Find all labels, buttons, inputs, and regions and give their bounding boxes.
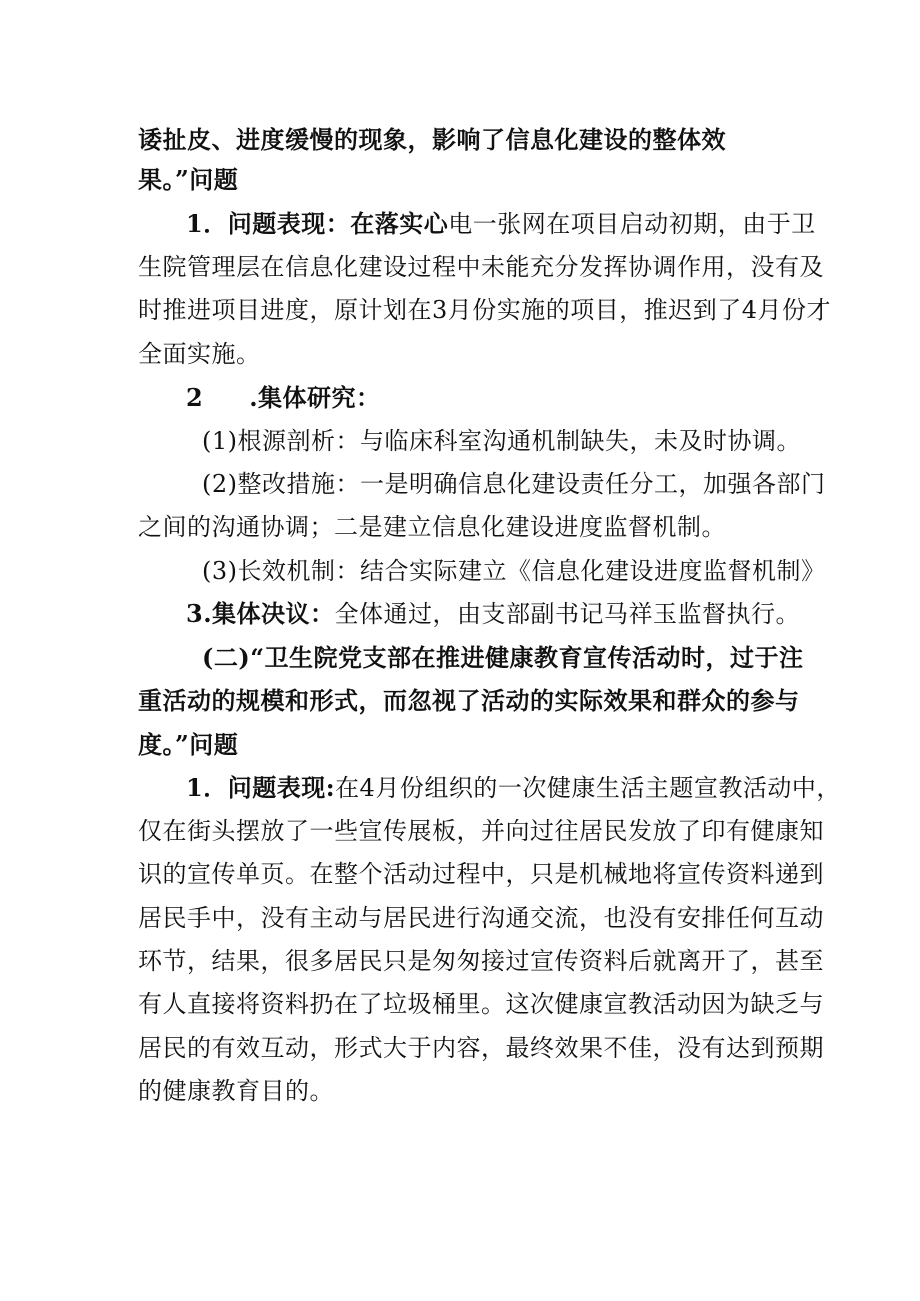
paragraph-line	[186, 771, 841, 805]
item-label: 1．问题表现:	[186, 773, 336, 802]
paragraph-line: 时推进项目进度，原计划在3月份实施的项目，推迟到了4月份才	[138, 296, 832, 324]
paragraph-line: 环节，结果，很多居民只是匆匆接过宣传资料后就离开了，甚至	[138, 947, 824, 975]
item-text: 全体通过，由支部副书记马祥玉监督执行。	[334, 600, 801, 628]
paragraph-line: 生院管理层在信息化建设过程中未能充分发挥协调作用，没有及	[138, 253, 824, 281]
paragraph-line	[186, 597, 800, 631]
item-label: 3.集体决议：	[186, 599, 335, 628]
paragraph-line: 居民的有效互动，形式大于内容，最终效果不佳，没有达到预期	[138, 1034, 824, 1062]
item-text: 电一张网在项目启动初期，由于卫	[448, 210, 816, 238]
paragraph-line: 之间的沟通协调；二是建立信息化建设进度监督机制。	[138, 513, 726, 541]
paragraph-line: 诿扯皮、进度缓慢的现象，影响了信息化建设的整体效	[138, 125, 726, 154]
paragraph-line: (3)长效机制：结合实际建立《信息化建设进度监督机制》	[202, 557, 826, 585]
item-number: 2	[186, 383, 204, 412]
section-heading-line: 度。”问题	[138, 730, 239, 759]
paragraph-line: 全面实施。	[138, 340, 261, 368]
paragraph-line: 的健康教育目的。	[138, 1077, 334, 1105]
item-label: 1．问题表现：在落实心	[186, 209, 449, 238]
paragraph-line: 有人直接将资料扔在了垃圾桶里。这次健康宣教活动因为缺乏与	[138, 990, 824, 1018]
item-label: .集体研究：	[249, 383, 381, 412]
paragraph-line: 仅在街头摆放了一些宣传展板，并向过往居民发放了印有健康知	[138, 817, 824, 845]
section-heading-line: 重活动的规模和形式，而忽视了活动的实际效果和群众的参与	[138, 686, 800, 715]
paragraph-line: 识的宣传单页。在整个活动过程中，只是机械地将宣传资料递到	[138, 860, 824, 888]
item-text: 在4月份组织的一次健康生活主题宣教活动中，	[335, 774, 841, 802]
paragraph-line: 果。”问题	[138, 165, 239, 194]
paragraph-line	[186, 381, 381, 415]
section-heading-line: (二)“卫生院党支部在推进健康教育宣传活动时，过于注	[202, 643, 804, 672]
paragraph-line	[186, 207, 816, 241]
paragraph-line: 居民手中，没有主动与居民进行沟通交流，也没有安排任何互动	[138, 904, 824, 932]
paragraph-line: (2)整改措施：一是明确信息化建设责任分工，加强各部门	[202, 470, 826, 498]
paragraph-line: (1)根源剖析：与临床科室沟通机制缺失，未及时协调。	[202, 427, 801, 455]
